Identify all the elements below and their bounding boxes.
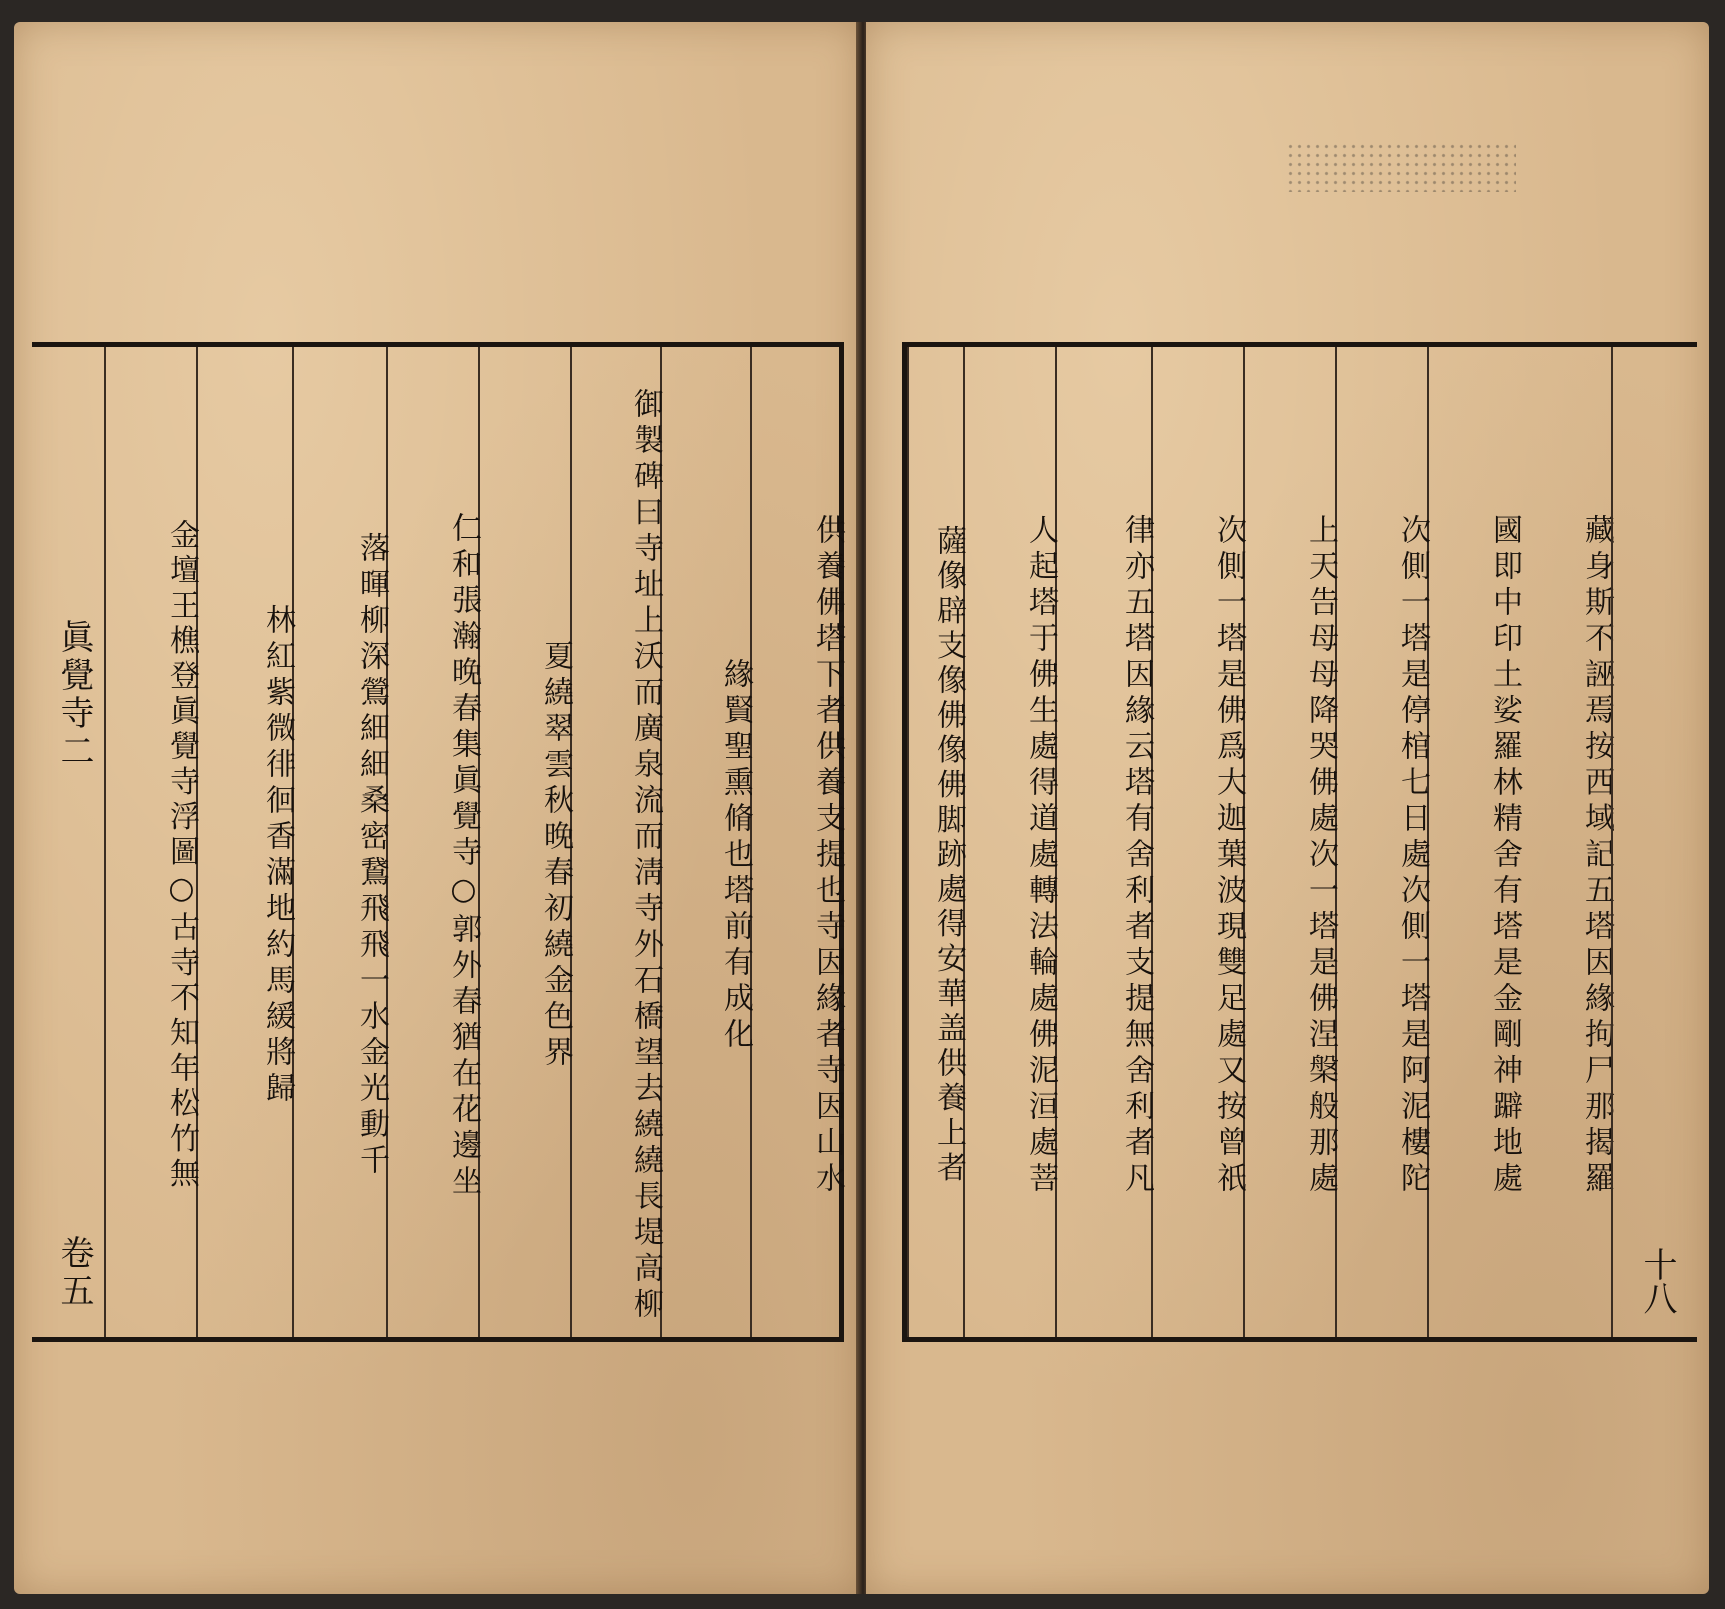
text-column: 次側一塔是佛爲大迦葉波現雙足處又按曾祇 <box>1151 347 1243 1337</box>
text-column: 緣賢聖熏脩也塔前有成化 <box>662 347 752 1337</box>
left-page <box>14 22 860 1594</box>
text-column: 金壇王樵登眞覺寺浮圖○古寺不知年松竹無 <box>107 347 198 1337</box>
text-column: 國即中印土娑羅林精舍有塔是金剛神躃地處 <box>1427 347 1519 1337</box>
text-column: 律亦五塔因緣云塔有舍利者支提無舍利者凡 <box>1055 347 1151 1337</box>
folio-number: 十八 <box>1637 1247 1677 1315</box>
text-column: 藏身斯不誣焉按西域記五塔因緣拘尸那揭羅 <box>1579 514 1614 1198</box>
text-column: 薩像辟支像佛像佛脚跡處得安華盖供養上者 <box>907 347 963 1337</box>
right-margin-strip <box>1611 347 1697 1337</box>
margin-juan: 卷五 <box>54 1235 94 1311</box>
text-column: 次側一塔是停棺七日處次側一塔是阿泥樓陀 <box>1335 347 1427 1337</box>
text-column: 仁和張瀚晚春集眞覺寺○郭外春猶在花邊坐 <box>388 347 480 1337</box>
text-column: 落暉柳深鶯細細桑密鵞飛飛一水金光動千 <box>294 347 388 1337</box>
left-margin-strip <box>32 347 106 1337</box>
text-column: 夏繞翠雲秋晚春初繞金色界 <box>480 347 572 1337</box>
text-column: 上天告母母降哭佛處次一塔是佛涅槃般那處 <box>1243 347 1335 1337</box>
text-column: 林紅紫微徘徊香滿地約馬緩將歸 <box>198 347 294 1337</box>
right-text-frame <box>902 342 1697 1342</box>
text-column: 人起塔于佛生處得道處轉法輪處佛泥洹處菩 <box>963 347 1055 1337</box>
faded-stamp <box>1286 142 1516 192</box>
text-column: 御製碑曰寺址上沃而廣泉流而淸寺外石橋望去繞繞長堤高柳 <box>572 347 662 1337</box>
text-column: 供養佛塔下者供養支提也寺因緣者寺因山水 <box>810 514 845 1198</box>
left-text-frame <box>32 342 844 1342</box>
right-page <box>866 22 1709 1594</box>
margin-title: 眞覺寺二 <box>54 619 94 771</box>
